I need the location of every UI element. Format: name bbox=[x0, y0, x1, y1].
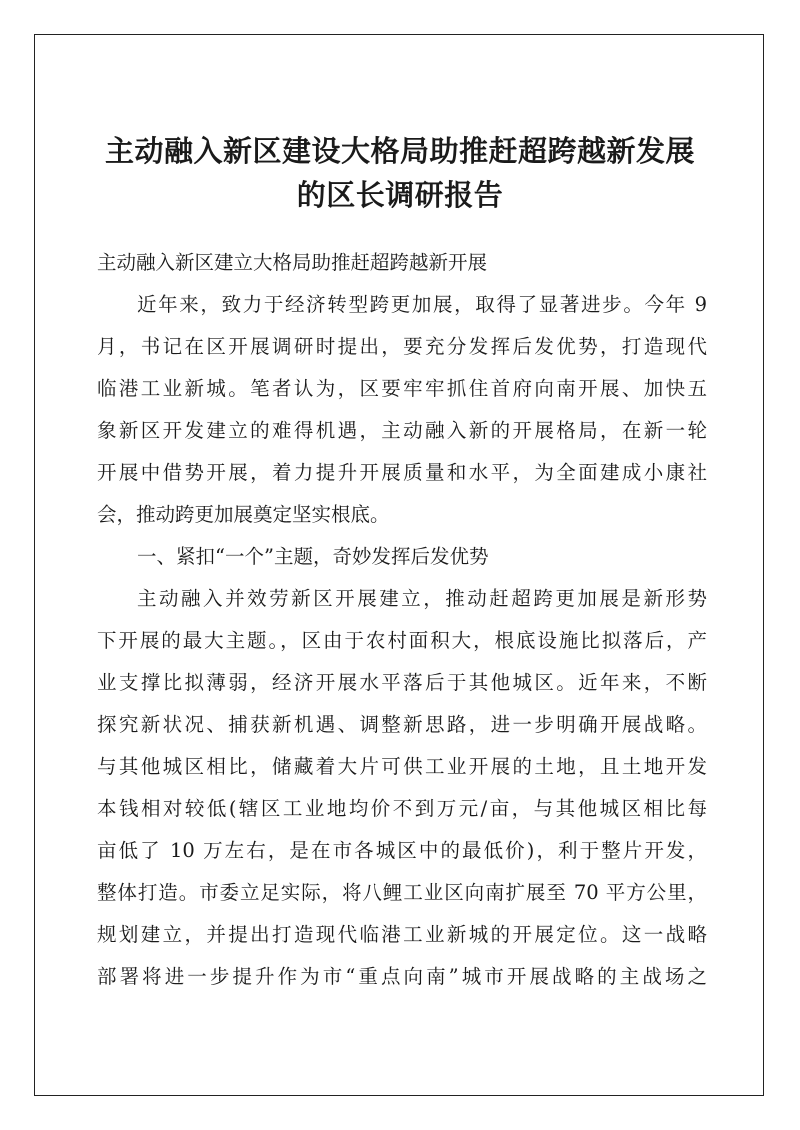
paragraph-line: 与其他城区相比，储藏着大片可供工业开展的土地，且土地开发 bbox=[97, 755, 707, 778]
paragraph-line: 亩低了 10 万左右，是在市各城区中的最低价)，利于整片开发， bbox=[97, 839, 707, 862]
paragraph-line: 下开展的最大主题。，区由于农村面积大，根底设施比拟落后，产 bbox=[97, 629, 707, 652]
paragraph-line: 临港工业新城。笔者认为，区要牢牢抓住首府向南开展、加快五 bbox=[97, 377, 707, 400]
paragraph-line: 主动融入并效劳新区开展建立，推动赶超跨更加展是新形势 bbox=[137, 587, 707, 610]
paragraph-line: 象新区开发建立的难得机遇，主动融入新的开展格局，在新一轮 bbox=[97, 419, 707, 442]
paragraph-line: 规划建立，并提出打造现代临港工业新城的开展定位。这一战略 bbox=[97, 923, 707, 946]
paragraph-line: 探究新状况、捕获新机遇、调整新思路，进一步明确开展战略。 bbox=[97, 713, 707, 736]
paragraph-line: 本钱相对较低(辖区工业地均价不到万元/亩，与其他城区相比每 bbox=[97, 797, 707, 820]
document-title-line-1: 主动融入新区建设大格局助推赶超跨越新发展 bbox=[104, 134, 695, 168]
document-title-line-2: 的区长调研报告 bbox=[296, 178, 504, 212]
paragraph-line: 月，书记在区开展调研时提出，要充分发挥后发优势，打造现代 bbox=[97, 335, 707, 358]
document-subtitle: 主动融入新区建立大格局助推赶超跨越新开展 bbox=[97, 251, 488, 274]
paragraph-line: 整体打造。市委立足实际，将八鲤工业区向南扩展至 70 平方公里， bbox=[97, 881, 707, 904]
paragraph-line: 会，推动跨更加展奠定坚实根底。 bbox=[97, 503, 390, 526]
paragraph-line: 部署将进一步提升作为市“重点向南”城市开展战略的主战场之 bbox=[97, 965, 707, 988]
section-heading: 一、紧扣“一个”主题，奇妙发挥后发优势 bbox=[137, 545, 489, 568]
paragraph-line: 近年来，致力于经济转型跨更加展，取得了显著进步。今年 9 bbox=[137, 293, 707, 316]
paragraph-line: 开展中借势开展，着力提升开展质量和水平，为全面建成小康社 bbox=[97, 461, 707, 484]
paragraph-line: 业支撑比拟薄弱，经济开展水平落后于其他城区。近年来，不断 bbox=[97, 671, 707, 694]
